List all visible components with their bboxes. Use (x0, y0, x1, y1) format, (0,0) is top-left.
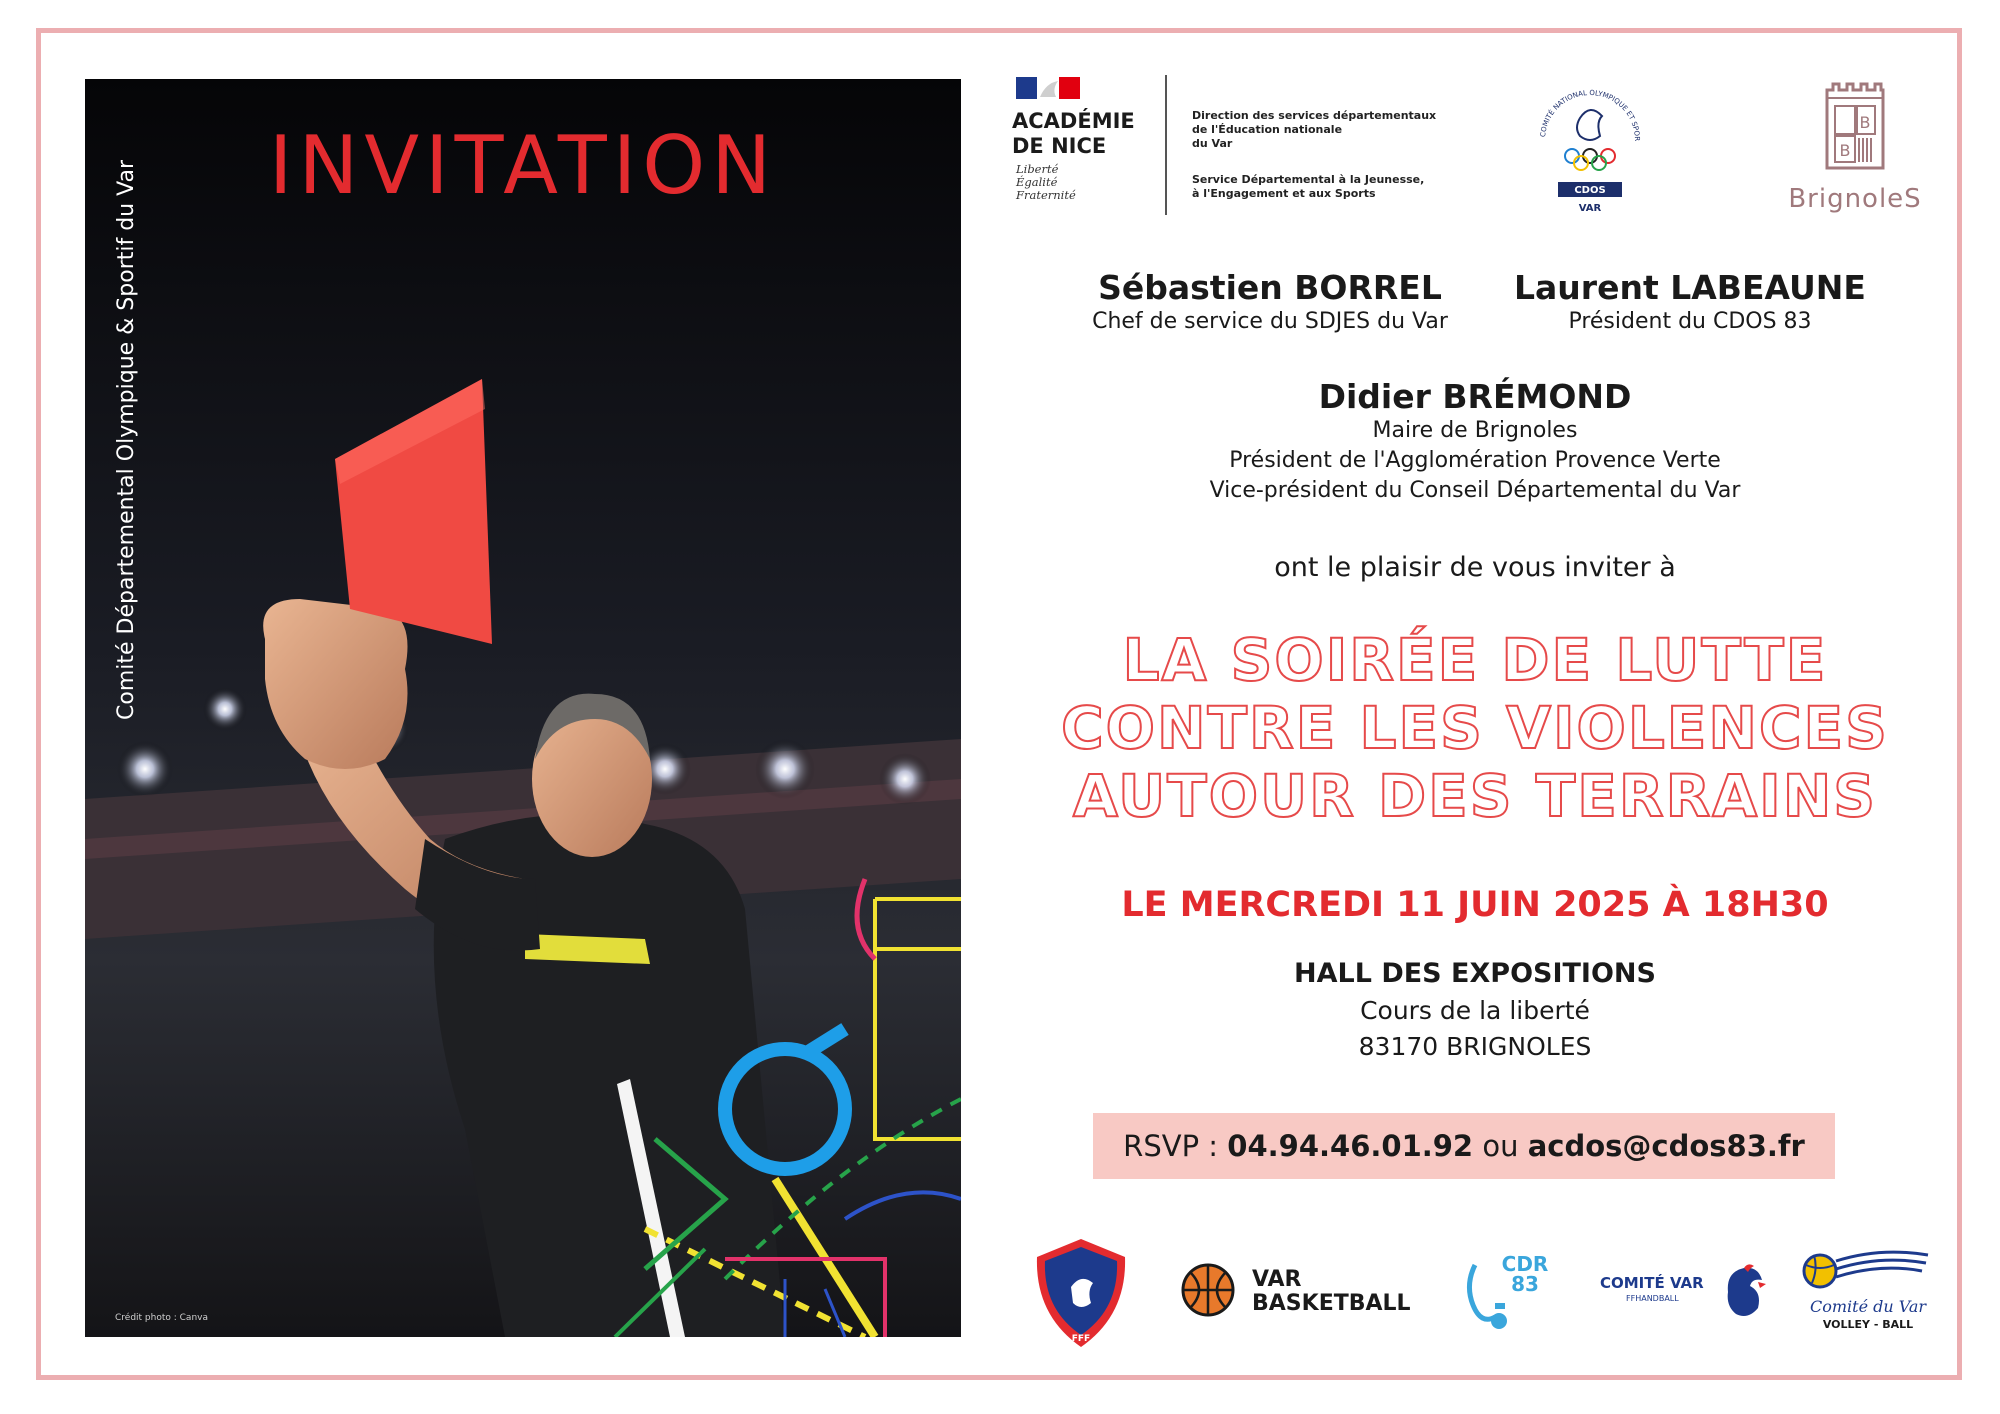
cdos-arc-text: COMITÉ NATIONAL OLYMPIQUE ET SPOR (1539, 88, 1642, 141)
academie-separator (1165, 75, 1167, 215)
handball-line2: FFHANDBALL (1626, 1294, 1679, 1303)
host-name: Didier BRÉMOND (1318, 377, 1632, 416)
host-role: Chef de service du SDJES du Var (1092, 309, 1448, 334)
intro-text: ont le plaisir de vous inviter à (1274, 552, 1676, 583)
academie-direction: Direction des services départementaux de l'Éducation nationale du Var (1192, 109, 1437, 150)
host-borrel (1040, 268, 1500, 337)
rooster-icon (1718, 1262, 1768, 1322)
svg-text:COMITÉ NATIONAL OLYMPIQUE ET S (1530, 78, 1641, 141)
basket-line2: BASKETBALL (1252, 1291, 1411, 1316)
academie-motto: Liberté Égalité Fraternité (1016, 162, 1076, 202)
marianne-flag-icon (1016, 77, 1080, 99)
host-role: Président de l'Agglomération Provence Verte (1229, 448, 1721, 473)
host-role: Vice-président du Conseil Départemental du Var (1209, 478, 1741, 503)
event-date: LE MERCREDI 11 JUIN 2025 À 18H30 (1121, 885, 1829, 925)
photo-credit: Crédit photo : Canva (115, 1313, 208, 1323)
rsvp-or: ou (1482, 1129, 1519, 1163)
photo-illustration (85, 79, 961, 1337)
cdos-label: CDOS (1574, 185, 1606, 196)
district-foot-logo (1033, 1237, 1129, 1349)
comite-var-volley-logo (1800, 1245, 1930, 1345)
comite-var-handball-logo (1600, 1258, 1770, 1328)
brignoles-text: BrignoleS (1788, 184, 1922, 214)
handball-line1: COMITÉ VAR (1600, 1274, 1704, 1292)
academie-name: ACADÉMIE DE NICE (1012, 109, 1135, 158)
host-role: Président du CDOS 83 (1568, 309, 1812, 334)
svg-text:83: 83 (1511, 1272, 1539, 1296)
cdr83-logo (1455, 1245, 1555, 1345)
host-role: Maire de Brignoles (1372, 418, 1578, 443)
host-bremond (1040, 377, 1910, 506)
svg-text:B: B (1859, 113, 1871, 132)
venue-city: 83170 BRIGNOLES (1358, 1032, 1592, 1061)
host-name: Sébastien BORREL (1098, 268, 1442, 307)
venue-street: Cours de la liberté (1360, 996, 1590, 1025)
volley-line1: Comité du Var (1809, 1297, 1927, 1316)
volley-line2: VOLLEY - BALL (1822, 1318, 1914, 1331)
invitation-title: INVITATION (268, 119, 778, 212)
rsvp-box (1093, 1113, 1835, 1179)
host-labeaune (1470, 268, 1910, 337)
rsvp-label: RSVP : (1123, 1129, 1219, 1163)
cdr-icon (1455, 1245, 1555, 1345)
basketball-icon (1180, 1262, 1236, 1318)
cdos-var-logo (1530, 78, 1650, 218)
brignoles-logo (1775, 80, 1935, 220)
referee-photo (85, 79, 961, 1337)
event-title: LA SOIRÉE DE LUTTE CONTRE LES VIOLENCES AUTOUR DES TERRAINS (1061, 626, 1889, 830)
cdos-sub: VAR (1578, 203, 1602, 214)
academie-service: Service Départemental à la Jeunesse, à l'Engagement et aux Sports (1192, 173, 1425, 200)
svg-text:B: B (1839, 141, 1851, 160)
var-basketball-logo (1180, 1262, 1410, 1322)
volleyball-icon (1800, 1245, 1930, 1295)
cdos-emblem-icon (1530, 78, 1650, 218)
rsvp-email[interactable]: acdos@cdos83.fr (1527, 1129, 1805, 1163)
fff-shield-icon (1033, 1237, 1129, 1349)
brignoles-castle-icon (1775, 80, 1935, 180)
event-venue (1040, 955, 1910, 1065)
side-org-text: Comité Départemental Olympique & Sportif du Var (114, 160, 139, 720)
svg-text:CDR: CDR (1501, 1252, 1549, 1276)
svg-text:FFF: FFF (1071, 1334, 1091, 1344)
basket-line1: VAR (1252, 1267, 1302, 1292)
rsvp-phone[interactable]: 04.94.46.01.92 (1227, 1129, 1474, 1163)
venue-name: HALL DES EXPOSITIONS (1294, 958, 1656, 989)
academie-nice-logo (1012, 75, 1452, 215)
host-name: Laurent LABEAUNE (1514, 268, 1866, 307)
